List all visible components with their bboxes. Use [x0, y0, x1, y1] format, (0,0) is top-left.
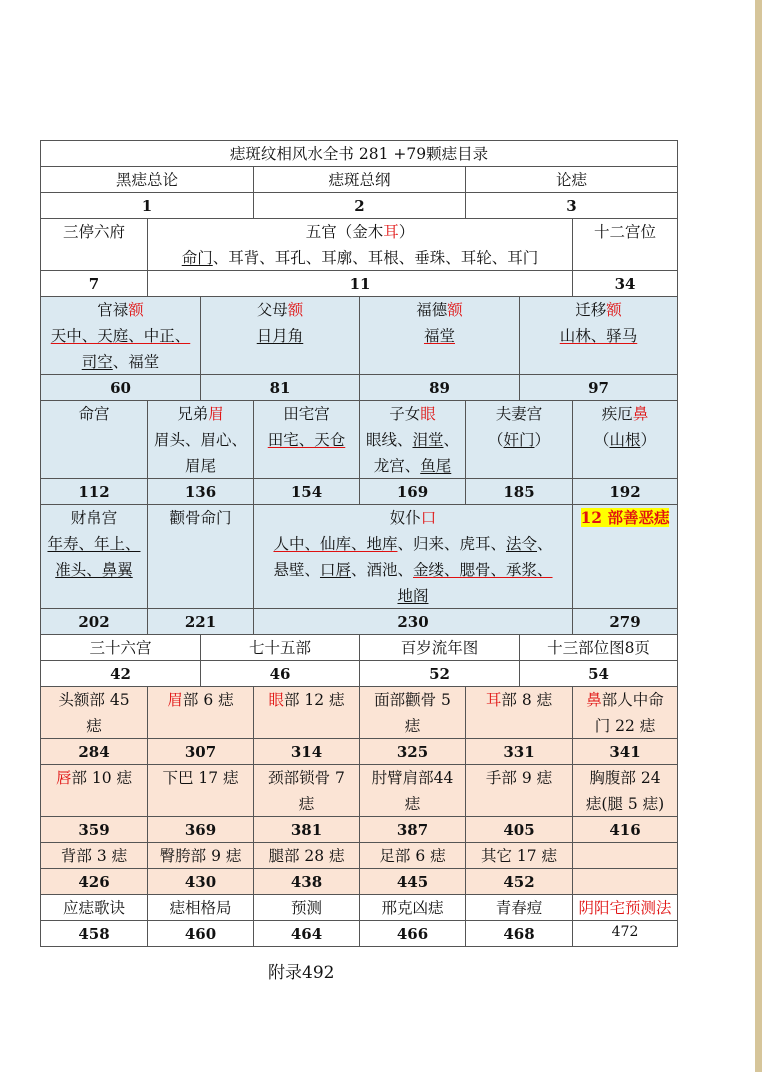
- red-char: 额: [128, 301, 144, 319]
- page-number: 387: [359, 816, 465, 842]
- misc-cell: 邢克凶痣: [359, 894, 465, 920]
- part-text: 痣(腿 5 痣): [585, 795, 665, 813]
- red-char: 耳: [383, 223, 399, 241]
- part-cell: [40, 686, 147, 738]
- part-cell: [147, 686, 253, 738]
- page-number: 284: [40, 738, 147, 764]
- part-text: 肘臂肩部44: [371, 769, 454, 787]
- part-cell: 足部 6 痣: [359, 842, 465, 868]
- underlined-item: 奸门: [503, 431, 535, 449]
- palace-caibo: [40, 504, 147, 608]
- page-number: 460: [147, 920, 253, 947]
- item-text: 眼线、: [365, 431, 413, 449]
- part-text: 门 22 痣: [594, 717, 656, 735]
- red-char: 唇: [55, 769, 72, 787]
- wuguan-cell: [147, 218, 572, 270]
- page-number: 468: [465, 920, 572, 947]
- part-cell: [147, 764, 253, 816]
- red-char: 眉: [208, 405, 224, 423]
- palace-nupu: [253, 504, 572, 608]
- part-cell: [572, 842, 678, 868]
- page-number: 464: [253, 920, 359, 947]
- page-number: 381: [253, 816, 359, 842]
- part-cell: [40, 764, 147, 816]
- map-cell: 十三部位图8页: [519, 634, 678, 660]
- page-number: 60: [40, 374, 200, 400]
- page-number: 185: [465, 478, 572, 504]
- section-cell: 论痣: [465, 166, 678, 192]
- part-text: 手部 9 痣: [485, 769, 553, 787]
- part-cell: [465, 686, 572, 738]
- map-cell: 百岁流年图: [359, 634, 519, 660]
- palace-guanlu: [40, 296, 200, 374]
- part-cell: 背部 3 痣: [40, 842, 147, 868]
- palace-name: 福德: [416, 301, 448, 319]
- page-number: 1: [40, 192, 253, 218]
- misc-row: [40, 894, 678, 920]
- red-char: 耳: [485, 691, 502, 709]
- palace-qianyi: [519, 296, 678, 374]
- palace-name: 颧骨命门: [169, 509, 232, 527]
- item-text: 、: [443, 431, 460, 449]
- underlined-item: 鱼尾: [420, 457, 452, 475]
- palace-name: 田宅宫: [283, 405, 330, 423]
- bracket: （: [487, 431, 504, 449]
- bracket: ）: [534, 431, 551, 449]
- sections-page-row: [40, 192, 678, 218]
- part-text: 部 8 痣: [501, 691, 553, 709]
- underlined-item: 司空: [81, 353, 113, 371]
- underlined-item: 口唇: [319, 561, 351, 579]
- parts-row-2-pages: [40, 816, 678, 842]
- red-char: 眼: [268, 691, 284, 709]
- item-text: 眉头、眉心、: [153, 431, 247, 449]
- red-char: 额: [287, 301, 304, 319]
- part-cell: 臀胯部 9 痣: [147, 842, 253, 868]
- parts-row-1: [40, 686, 678, 738]
- page-number: 52: [359, 660, 519, 686]
- palaces-row-2-pages: [40, 478, 678, 504]
- page-number: 369: [147, 816, 253, 842]
- page-number: 97: [519, 374, 678, 400]
- page-number: 3: [465, 192, 678, 218]
- page-number: 230: [253, 608, 572, 634]
- misc-cell-red: 阴阳宅预测法: [572, 894, 678, 920]
- part-cell: [572, 686, 678, 738]
- sections-row: [40, 166, 678, 192]
- bracket: ）: [398, 223, 415, 241]
- palace-shane: [572, 504, 678, 608]
- palaces-row-1: [40, 296, 678, 374]
- underlined-item: 日月角: [256, 327, 304, 345]
- item-text: 、福堂: [112, 353, 160, 371]
- red-char: 眼: [420, 405, 436, 423]
- page-number: 202: [40, 608, 147, 634]
- page-number: 331: [465, 738, 572, 764]
- page-number: 458: [40, 920, 147, 947]
- page-number: 136: [147, 478, 253, 504]
- misc-cell: 痣相格局: [147, 894, 253, 920]
- page-number: [572, 868, 678, 894]
- part-text: 下巴 17 痣: [162, 769, 239, 787]
- item-text: 、酒池、: [351, 561, 414, 579]
- page-number: 341: [572, 738, 678, 764]
- page-number: 221: [147, 608, 253, 634]
- red-char: 额: [606, 301, 622, 319]
- part-text: 颈部锁骨 7: [268, 769, 345, 787]
- map-cell: 三十六宫: [40, 634, 200, 660]
- part-text: 痣: [404, 795, 421, 813]
- underlined-item: 准头、鼻翼: [55, 561, 133, 579]
- underlined-item: 命门: [181, 249, 213, 267]
- page-number: 81: [200, 374, 359, 400]
- page-number: 426: [40, 868, 147, 894]
- map-cell: 七十五部: [200, 634, 359, 660]
- underlined-item: 天中、天庭、中正、: [50, 327, 191, 345]
- part-text: 部 12 痣: [283, 691, 345, 709]
- page-number: 314: [253, 738, 359, 764]
- page-number: 2: [253, 192, 465, 218]
- part-text: 痣: [298, 795, 315, 813]
- item-text: 、: [537, 535, 553, 553]
- underlined-item: 泪堂: [412, 431, 444, 449]
- page-number: 466: [359, 920, 465, 947]
- page-number: 34: [572, 270, 678, 296]
- underlined-item: 福堂: [423, 327, 455, 345]
- section-cell: 十二宫位: [572, 218, 678, 270]
- page-number: 7: [40, 270, 147, 296]
- palace-minggong: [40, 400, 147, 478]
- misc-cell: 青春痘: [465, 894, 572, 920]
- palace-name: 奴仆: [389, 509, 421, 527]
- underlined-item: 山根: [609, 431, 641, 449]
- palace-name: 官禄: [97, 301, 129, 319]
- red-char: 眉: [167, 691, 183, 709]
- page-number: 46: [200, 660, 359, 686]
- red-char: 鼻: [632, 405, 649, 423]
- page-number: 11: [147, 270, 572, 296]
- palaces-row-3-pages: [40, 608, 678, 634]
- wuguan-title: 五官（金木: [305, 223, 384, 241]
- parts-row-3-pages: [40, 868, 678, 894]
- appendix-label: 附录492: [268, 963, 335, 983]
- part-cell: [572, 764, 678, 816]
- underlined-item: 地阁: [397, 587, 429, 605]
- palace-name: 夫妻宫: [495, 405, 543, 423]
- toc-title-row: [40, 140, 678, 166]
- parts-row-1-pages: [40, 738, 678, 764]
- misc-cell: 应痣歌诀: [40, 894, 147, 920]
- page-edge-strip: [755, 0, 762, 1072]
- palace-name: 财帛宫: [70, 509, 118, 527]
- part-cell: [359, 764, 465, 816]
- misc-cell: 预测: [253, 894, 359, 920]
- red-char: 鼻: [586, 691, 602, 709]
- toc-title: 痣斑纹相风水全书 281 +79颗痣目录: [40, 140, 678, 166]
- underlined-item: 人中、仙库、地库: [273, 535, 398, 553]
- bracket: （: [593, 431, 610, 449]
- page-number: 89: [359, 374, 519, 400]
- page-number: 54: [519, 660, 678, 686]
- palace-jie: [572, 400, 678, 478]
- part-cell: [359, 686, 465, 738]
- part-cell: [465, 764, 572, 816]
- maps-page-row: [40, 660, 678, 686]
- highlighted-heading: 12 部善恶痣: [580, 508, 670, 527]
- wuguan-page-row: [40, 270, 678, 296]
- part-text: 部 6 痣: [182, 691, 234, 709]
- palace-tianzhai: [253, 400, 359, 478]
- palace-xiongdi: [147, 400, 253, 478]
- part-text: 痣: [86, 717, 102, 735]
- palace-name: 父母: [256, 301, 288, 319]
- section-cell: 痣斑总纲: [253, 166, 465, 192]
- item-text: 悬壁、: [273, 561, 320, 579]
- palaces-row-1-pages: [40, 374, 678, 400]
- underlined-item: 山林、驿马: [559, 327, 638, 345]
- palace-fuqi: [465, 400, 572, 478]
- page-number: 438: [253, 868, 359, 894]
- palace-name: 疾厄: [601, 405, 633, 423]
- item-text: 龙宫、: [373, 457, 421, 475]
- underlined-item: 年寿、年上、: [47, 535, 141, 553]
- page-number: 452: [465, 868, 572, 894]
- palace-name: 迁移: [575, 301, 607, 319]
- part-text: 痣: [404, 717, 421, 735]
- page-number: 445: [359, 868, 465, 894]
- page-number: 279: [572, 608, 678, 634]
- page-number: 430: [147, 868, 253, 894]
- page-number: 112: [40, 478, 147, 504]
- red-char: 口: [420, 509, 437, 527]
- page-number: 359: [40, 816, 147, 842]
- palace-zinv: [359, 400, 465, 478]
- palaces-row-3: [40, 504, 678, 608]
- part-text: 头额部 45: [58, 691, 130, 709]
- section-cell: 三停六府: [40, 218, 147, 270]
- page-number: 472: [572, 920, 678, 947]
- part-text: 部 10 痣: [71, 769, 133, 787]
- parts-row-3: [40, 842, 678, 868]
- red-char: 额: [447, 301, 463, 319]
- page-number: 307: [147, 738, 253, 764]
- underlined-item: 法令: [506, 535, 538, 553]
- page-number: 192: [572, 478, 678, 504]
- page-number: 405: [465, 816, 572, 842]
- item-list: 、耳背、耳孔、耳廓、耳根、垂珠、耳轮、耳门: [212, 249, 539, 267]
- wuguan-row: [40, 218, 678, 270]
- bracket: ）: [640, 431, 657, 449]
- palace-quangu: [147, 504, 253, 608]
- misc-page-row: [40, 920, 678, 947]
- palace-name: 命宫: [78, 405, 110, 423]
- palace-name: 兄弟: [177, 405, 209, 423]
- part-text: 部人中命: [601, 691, 664, 709]
- item-text: 、归来、虎耳、: [397, 535, 506, 553]
- part-cell: [253, 686, 359, 738]
- underlined-item: 田宅、天仓: [267, 431, 346, 449]
- palace-name: 子女: [389, 405, 421, 423]
- parts-row-2: [40, 764, 678, 816]
- palace-fumu: [200, 296, 359, 374]
- page-number: 325: [359, 738, 465, 764]
- part-cell: 腿部 28 痣: [253, 842, 359, 868]
- maps-row: [40, 634, 678, 660]
- item-text: 眉尾: [184, 457, 216, 475]
- page-number: 154: [253, 478, 359, 504]
- page-number: 42: [40, 660, 200, 686]
- section-cell: 黑痣总论: [40, 166, 253, 192]
- page-number: 169: [359, 478, 465, 504]
- palaces-row-2: [40, 400, 678, 478]
- underlined-item: 金缕、腮骨、承浆、: [413, 561, 553, 579]
- part-text: 胸腹部 24: [589, 769, 661, 787]
- palace-fude: [359, 296, 519, 374]
- part-cell: 其它 17 痣: [465, 842, 572, 868]
- part-text: 面部颧骨 5: [374, 691, 451, 709]
- page-number: 416: [572, 816, 678, 842]
- part-cell: [253, 764, 359, 816]
